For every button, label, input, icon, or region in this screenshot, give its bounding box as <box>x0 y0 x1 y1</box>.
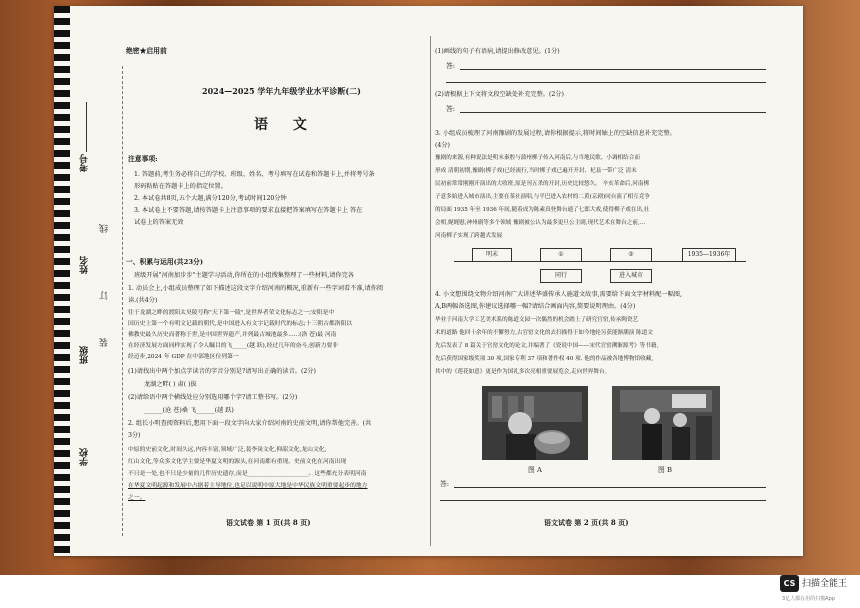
passage3-line: 豫剧的来源,有种说法是明末秦腔与蒲州梆子传入河南后,与当地民歌、小调相结合而 <box>435 155 640 161</box>
question-1-1: (1)请找出中两个加点字读音的字音分别是?请写出正确的读音。(2分) <box>128 368 316 375</box>
passage3-line: 子意多始进入城市演出,主要在茶社演唱,与平巴进入农村的二黄(京剧)同台演了相互竞争 <box>435 194 650 200</box>
question-2: 2. 组长小明查阅资料后,想用下面一段文字向大家介绍河南的史前文明,请你帮他完善。(共 <box>128 420 372 427</box>
passage2-line: 之一。 <box>128 495 146 501</box>
passage-line: 佛教史最久历史而著称于世,是中国世界遗产,并列最古城池最多......(洛 苍)最 河南 <box>128 332 337 338</box>
passage4-line: 先后发表了 8 篇关于官窑文化的论文,并编著了《瓷说中国——宋代官窑溯渐源考》等书籍, <box>435 343 659 349</box>
photo-a-image <box>482 386 588 460</box>
page-footer-right: 语文试卷 第 2 页(共 8 页) <box>544 518 629 527</box>
secret-label: 绝密★启用前 <box>126 47 167 55</box>
question-1-1-items: 龙湖之畔( ) 肃( )拔 <box>144 381 197 388</box>
passage3-line: 会相,娓娓慰,神州剧等多个领域 豫剧被公认为最多更旦公主剧,现代艺术在舞台之前,... <box>435 220 646 226</box>
question-1-cont: 读.(共4分) <box>128 297 158 304</box>
question-4: 4. 小文想围绕文物介绍河南广大讲述华盛传承人施道文故事,需要给下面文字材料配一幅图, <box>435 291 682 298</box>
passage2-line: 中原的史前文化,时间久远,内容丰富,领域广泛,裴李岗文化,仰韶文化,龙山文化, <box>128 447 327 453</box>
brand-name: 扫描全能王 <box>802 579 848 589</box>
brand-tagline: 3亿人都在用的扫描App <box>782 596 835 602</box>
question-1: 1. 动员会上,小组成员整理了如下描述这段文字介绍河南的概况,重新有一些字词看不准,请你阅 <box>128 285 384 292</box>
note-line: 3. 本试卷上不要答题,请按答题卡上注意事项的要求直接把答案填写在答题卡上 答在 <box>134 207 363 214</box>
note-line: 2. 本试卷共8页,五个大题,满分120分,考试时间120分钟 <box>134 195 287 202</box>
section1-intro: 班级开展"河南加步步"主题学习活动,你所在的小组搜集整理了一些材料,请你完各 <box>134 272 354 279</box>
answer-line <box>460 69 766 70</box>
passage3-line: 河南梆子实现了跨越式发展 <box>435 233 503 239</box>
cut-line <box>122 66 123 536</box>
timeline-box-city: 进入城市 <box>610 269 652 283</box>
passage4-line: 毕业于河南大学工艺美术系的陈道文园一次偶然的机会踏上了研究官窑,传承陶瓷艺 <box>435 317 639 323</box>
timeline-box-blank-2: ② <box>610 248 652 262</box>
passage2-line: 在华夏文明起源和发展中占据着主导地位,也足以说明中原大地是中华民族文明重要起步的地方 <box>128 483 368 489</box>
label-xingming: 姓名 <box>80 256 90 274</box>
page-divider <box>430 36 431 546</box>
label-xian: 线 <box>100 224 110 233</box>
passage2-line: 不只是一处,也不只是少量的几件历史遗存,而是_____________________。这些都充分表明河南 <box>128 471 367 477</box>
exam-paper <box>54 6 803 556</box>
passage-line: 往于龙湖之畔的渡阳太昊陵号称"天下第一陵",是世界者荣文化标志之一;安阳是中 <box>128 310 335 316</box>
answer-line <box>460 112 766 113</box>
answer-label: 答: <box>446 62 456 70</box>
passage-line: 国历史上第一个有明文记载的朝代,是中国进入有文字记载时代的标志;十三朝古都洛阳以 <box>128 321 353 327</box>
passage4-line: 先后获得国家级奖项 30 项,国家专利 37 项和著作权 40 项. 他的作品被各地博物馆收藏, <box>435 356 654 362</box>
passage4-line: 术的道路 他回十余年的不懈努力,古官窑文化的去扫描得于如今地轮另获能渐潮演 陈道文 <box>435 330 653 336</box>
notes-heading: 注意事项: <box>128 155 158 163</box>
figure-a-caption: 图 A <box>528 466 542 474</box>
passage-line: 经迈步,2024 年 GDP 在中部地区位列第一 <box>128 354 239 360</box>
figure-b-caption: 图 B <box>658 466 672 474</box>
passage3-line: 形成 清朝初期,豫剧(梆子戏)已经流行,当时梆子戏已遍开开封、杞县一带广泛 清末 <box>435 168 637 174</box>
question-4-cont: A,B两幅备选图,你建议选择哪一幅?请结合画面内容,简要说明理由。(4分) <box>435 303 636 310</box>
binding-margin <box>70 6 112 556</box>
label-kaohao: 考号 <box>80 154 90 172</box>
label-xuexiao: 学校 <box>80 448 90 466</box>
question-1-2: (2)请给语中两个横线处应分别选用哪个字?请工整书写。(2分) <box>128 394 298 401</box>
question-2-1: (1)画线的句子有语病,请提出修改意见。(1分) <box>435 48 560 55</box>
label-zhuang: 装 <box>100 338 110 347</box>
answer-label: 答: <box>440 480 450 488</box>
timeline-box-tongxing: 同行 <box>540 269 582 283</box>
label-ding: 订 <box>100 291 110 300</box>
question-2-2: (2)请根据上下文将文段空缺处补充完整。(2分) <box>435 91 564 98</box>
question-2-cont: 3分) <box>128 432 141 439</box>
passage2-line: 红山文化,等众多文化学主要是华夏文明的源头,在河南都有重现。史前文化在河南出现 <box>128 459 347 465</box>
label-banji: 班级 <box>80 346 90 364</box>
section1-heading: 一、积累与运用(共23分) <box>126 258 204 266</box>
answer-label: 答: <box>446 105 456 113</box>
question-1-2-items: ______(沧 苍)桑 飞______(越 跃) <box>144 407 234 414</box>
page-footer-left: 语文试卷 第 1 页(共 8 页) <box>226 518 311 527</box>
question-3: 3. 小组成员梳理了河南豫剧的发展过程,请你根据提示,将时间轴上的空缺信息补充完整。 <box>435 130 676 137</box>
passage3-line: 的局面 1935 年至 1936 年间,随着成为陈素真登舞台通了七郎大戏,使得梆子戏在出,社 <box>435 207 650 213</box>
note-line: 试卷上的答案无效 <box>134 219 184 226</box>
passage3-line: 民初前常常刚刚开演出的大收班,原是刊五杀的开封,历史比较悠久。 辛亥革命后,河南梆 <box>435 181 650 187</box>
answer-line <box>440 500 766 501</box>
timeline-box-1935: 1935—1936年 <box>682 248 736 262</box>
answer-line <box>454 487 766 488</box>
camscanner-logo-icon: CS <box>780 575 799 592</box>
answer-line <box>446 82 766 83</box>
exam-title: 2024—2025 学年九年级学业水平诊断(二) <box>202 86 361 96</box>
timeline-box-blank-1: ① <box>540 248 582 262</box>
note-line: 形码粘贴在答题卡上的指定位置。 <box>134 183 227 190</box>
passage-line: 在经济发展方面同样实现了令人瞩目的飞_____(越 跃),经过几年的奋斗,创新力要非 <box>128 343 339 349</box>
timeline-box-mingmo: 明末 <box>472 248 512 262</box>
passage4-line: 其中的《莲花如意》更是作为国礼多次亮相重要展览会,走向世界舞台。 <box>435 369 611 375</box>
subject-title: 语 文 <box>254 117 317 133</box>
photo-b <box>612 386 720 460</box>
kaohao-line <box>86 102 87 152</box>
question-3-points: (4分) <box>435 142 450 149</box>
note-line: 1. 答题前,考生务必将自己的学校、班级、姓名、考号填写在试卷和答题卡上,并将考号条 <box>134 171 375 178</box>
photo-a <box>482 386 588 460</box>
photo-b-image <box>612 386 720 460</box>
